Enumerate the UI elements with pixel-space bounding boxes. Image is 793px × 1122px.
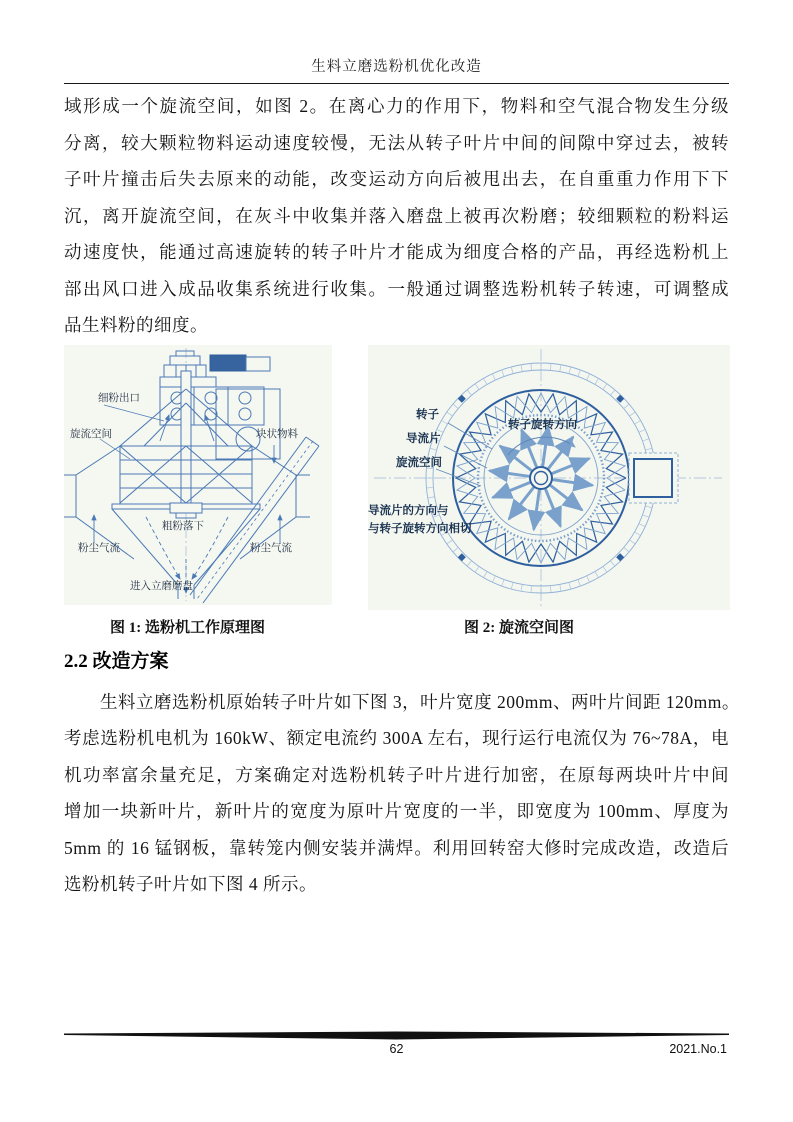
issue-label: 2021.No.1 (669, 1042, 727, 1056)
paragraph-1 (64, 88, 729, 344)
text-line: 部出风口进入成品收集系统进行收集。一般通过调整选粉机转子转速，可调整成 (64, 278, 729, 299)
label-dust-airflow-right: 粉尘气流 (250, 542, 292, 554)
page-content (64, 0, 740, 903)
running-head: 生料立磨选粉机优化改造 (311, 59, 482, 75)
captions-row (64, 616, 729, 642)
label-tangent-note-line1: 导流片的方向与 (368, 504, 449, 517)
footer-row (64, 1042, 729, 1058)
figure-2-swirl-space-diagram (368, 345, 730, 610)
label-dust-airflow-left: 粉尘气流 (78, 542, 120, 554)
text-line: 增加一块新叶片，新叶片的宽度为原叶片宽度的一半，即宽度为 100mm、厚度为 (64, 801, 729, 821)
figures-row (64, 345, 729, 610)
text-line: 分离，较大颗粒物料运动速度较慢，无法从转子叶片中间的间隙中穿过去，被转 (64, 132, 729, 153)
page-number: 62 (389, 1042, 404, 1056)
header-rule (64, 83, 729, 84)
text-line: 沉，离开旋流空间，在灰斗中收集并落入磨盘上被再次粉磨；较细颗粒的粉料运 (64, 205, 729, 226)
swirl-space-drawing (368, 345, 730, 610)
classifier-section-drawing (64, 345, 332, 605)
label-swirl-space: 旋流空间 (70, 428, 112, 440)
label-rotor: 转子 (416, 408, 439, 421)
label-enter-mill-table: 进入立磨磨盘 (130, 580, 193, 592)
page-footer (64, 1031, 729, 1058)
text-line: 机功率富余量充足，方案确定对选粉机转子叶片进行加密，在原每两块叶片中间 (64, 764, 729, 785)
text-line: 生料立磨选粉机原始转子叶片如下图 3，叶片宽度 200mm、两叶片间距 120mm。 (100, 691, 740, 712)
figure-1-caption: 图 1: 选粉机工作原理图 (110, 619, 265, 636)
footer-rule (64, 1031, 729, 1040)
text-line: 动速度快，能通过高速旋转的转子叶片才能成为细度合格的产品，再经选粉机上 (64, 242, 729, 262)
label-coarse-powder-falls: 粗粉落下 (162, 520, 204, 532)
label-swirl-space: 旋流空间 (396, 456, 442, 469)
text-line: 考虑选粉机电机为 160kW、额定电流约 300A 左右，现行运行电流仅为 76~78A，电 (64, 728, 729, 748)
figure-2-caption: 图 2: 旋流空间图 (464, 619, 574, 636)
label-fine-powder-outlet: 细粉出口 (98, 392, 140, 404)
label-rotation-direction: 转子旋转方向 (508, 418, 577, 431)
text-line: 5mm 的 16 锰钢板，靠转笼内侧安装并满焊。利用回转窑大修时完成改造，改造后 (64, 837, 729, 858)
text-line: 品生料粉的细度。 (64, 315, 208, 335)
label-guide-vane: 导流片 (406, 432, 441, 445)
paragraph-2 (64, 684, 740, 903)
text-line: 域形成一个旋流空间，如图 2。在离心力的作用下，物料和空气混合物发生分级 (64, 96, 729, 116)
label-tangent-note-line2: 与转子旋转方向相切 (368, 522, 472, 535)
text-line: 子叶片撞击后失去原来的动能，改变运动方向后被甩出去，在自重重力作用下下 (64, 169, 729, 189)
label-lump-material: 块状物料 (256, 428, 298, 440)
section-heading: 2.2 改造方案 (64, 650, 169, 672)
text-line: 选粉机转子叶片如下图 4 所示。 (64, 874, 317, 894)
figure-1-classifier-diagram (64, 345, 332, 605)
